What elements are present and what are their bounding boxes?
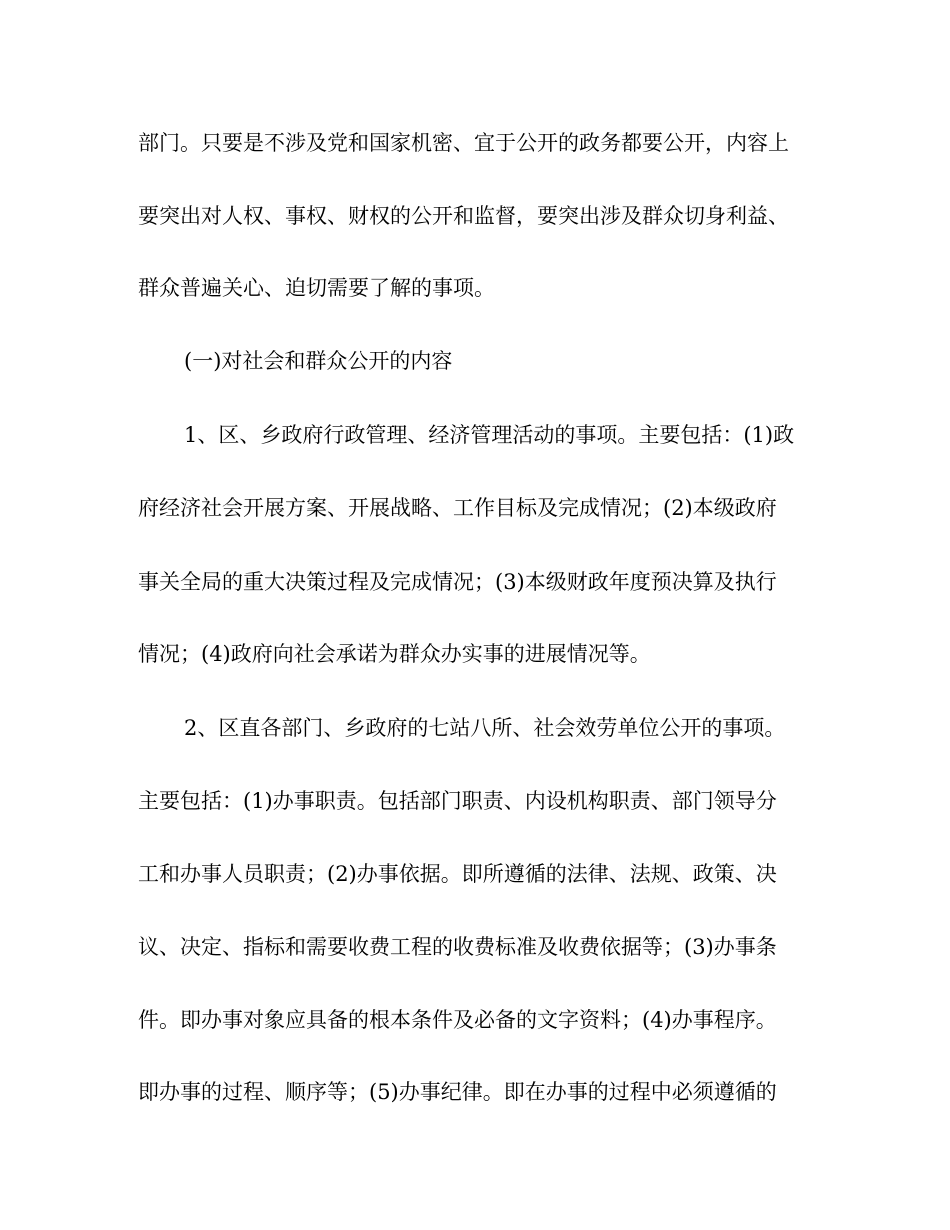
- text-line: 工和办事人员职责；(2)办事依据。即所遵循的法律、法规、政策、决: [138, 862, 777, 886]
- section-heading: (一)对社会和群众公开的内容: [184, 349, 453, 373]
- text-line: 1、区、乡政府行政管理、经济管理活动的事项。主要包括：(1)政: [184, 423, 795, 447]
- text-line: 府经济社会开展方案、开展战略、工作目标及完成情况；(2)本级政府: [138, 496, 777, 520]
- text-line: 议、决定、指标和需要收费工程的收费标准及收费依据等；(3)办事条: [138, 935, 777, 959]
- text-line: 情况；(4)政府向社会承诺为群众办实事的进展情况等。: [138, 642, 651, 666]
- text-line: 即办事的过程、顺序等；(5)办事纪律。即在办事的过程中必须遵循的: [138, 1080, 777, 1104]
- text-line: 群众普遍关心、迫切需要了解的事项。: [138, 276, 495, 300]
- text-line: 要突出对人权、事权、财权的公开和监督，要突出涉及群众切身利益、: [138, 204, 789, 228]
- text-line: 事关全局的重大决策过程及完成情况；(3)本级财政年度预决算及执行: [138, 570, 777, 594]
- text-line: 2、区直各部门、乡政府的七站八所、社会效劳单位公开的事项。: [184, 716, 786, 740]
- text-line: 件。即办事对象应具备的根本条件及必备的文字资料；(4)办事程序。: [138, 1008, 777, 1032]
- text-line: 主要包括：(1)办事职责。包括部门职责、内设机构职责、部门领导分: [138, 789, 777, 813]
- text-line: 部门。只要是不涉及党和国家机密、宜于公开的政务都要公开，内容上: [138, 131, 789, 155]
